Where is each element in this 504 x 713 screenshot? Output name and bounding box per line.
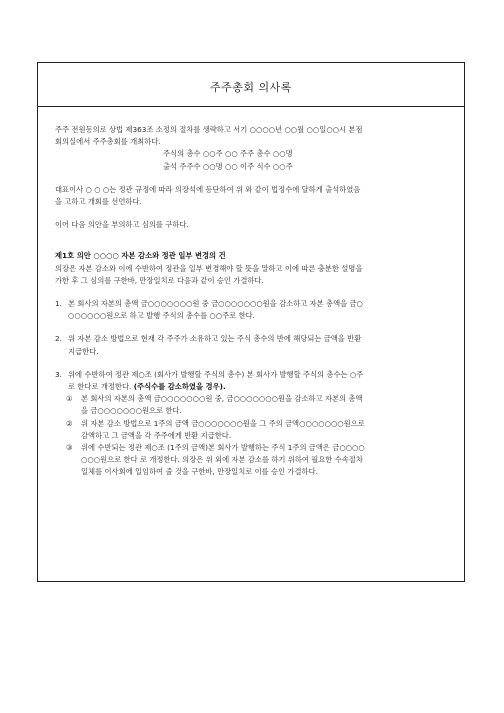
sub-item-3 — [55, 442, 446, 479]
agenda-desc-line-1: 의장은 자본 감소와 이에 수반하여 정관을 일부 변경해야 할 뜻을 말하고 이에 따른 충분한 설명을 — [55, 263, 363, 273]
item-number: 3. — [55, 369, 62, 379]
sub-item-line: 위 자본 감소 방법으로 1주의 금액 금○○○○○○○원을 그 주의 금액○○○○○○○원으로 — [81, 418, 365, 428]
item-line: 위 자본 감소 방법으로 현재 각 주주가 소유하고 있는 주식 총수의 반에 해당되는 금액을 반환 — [68, 334, 362, 344]
list-item-2 — [55, 333, 446, 357]
agenda-desc-line-2: 가한 후 그 심의를 구한바, 만장일치로 다음과 같이 승인 가결하다. — [55, 275, 264, 285]
sub-item-number: ② — [66, 418, 73, 428]
item-note-bold: (주식수를 감소하였을 경우). — [133, 382, 226, 392]
sub-item-1 — [55, 393, 446, 417]
document-body — [55, 124, 446, 479]
sub-item-number: ③ — [66, 443, 73, 453]
agenda-title: 제1호 의안 ○○○○ 자본 감소와 정관 일부 변경의 건 — [55, 251, 226, 261]
item-line-text: 로 한다로 개정한다. — [68, 382, 132, 392]
item-line-with-note — [68, 381, 446, 393]
sub-item-2 — [55, 418, 446, 442]
document-title: 주주총회 의사록 — [210, 81, 292, 94]
shareholders-line-2: 출석 주주수 ○○명 ○○ 이주 식수 ○○주 — [163, 161, 293, 171]
sub-item-line: 을 금○○○○○○○원으로 한다. — [81, 406, 182, 416]
intro-line-1: 주주 전원동의로 상법 제363조 소정의 절차를 생략하고 서기 ○○○○년 ○○월 ○○일○○시 본점 — [55, 125, 363, 134]
sub-item-line: 본 회사의 자본의 총액 금○○○○○○○원 중, 금○○○○○○○원을 감소하고 자본의 총액 — [81, 394, 363, 404]
item-line: ○○○○○○원으로 하고 발행 주식의 총수를 ○○주로 한다. — [68, 311, 255, 321]
item-number: 2. — [55, 334, 62, 344]
sub-item-line: 일체를 이사회에 일임하여 줄 것을 구한바, 만장일치로 이를 승인 가결하다. — [81, 467, 318, 477]
sub-item-number: ① — [66, 394, 73, 404]
sub-item-line: ○○○원으로 한다 로 개정한다. 의장은 위 외에 자본 감소를 하기 위하여 필요한 수속절차 — [81, 455, 363, 465]
item-line: 본 회사의 자본의 총액 금○○○○○○○원 중 금○○○○○○○원을 감소하고 자본 총액을 금○ — [68, 299, 363, 309]
proceed-line: 이어 다음 의안을 부의하고 심의를 구하다. — [55, 220, 189, 230]
title-row — [38, 63, 464, 107]
document-frame — [37, 62, 465, 582]
sub-item-line: 위에 수반되는 정관 제○조 (1주의 금액)본 회사가 발행하는 주식 1주의 금액은 금○○○○ — [81, 443, 365, 453]
item-number: 1. — [55, 299, 62, 309]
shareholders-line-1: 주식의 총수 ○○주 ○○ 주주 총수 ○○명 — [163, 149, 293, 159]
item-line: 위에 수반하여 정관 제○조 (회사가 발행할 주식의 총수) 본 회사가 발행할 주식의 총수는 ○주 — [68, 369, 364, 379]
list-item-1 — [55, 298, 446, 322]
item-line: 지급한다. — [68, 346, 99, 356]
opening-line-1: 대표이사 ○ ○ ○는 정관 규정에 따라 의장석에 등단하여 위 와 같이 법정수에 달하게 출석하였음 — [55, 184, 361, 194]
list-item-3 — [55, 369, 446, 393]
opening-line-2: 을 고하고 개회를 선언하다. — [55, 197, 142, 207]
intro-line-2: 회의실에서 주주총회를 개최하다. — [55, 137, 161, 147]
sub-item-line: 감액하고 그 금액을 각 주주에게 반환 지급한다. — [81, 430, 232, 440]
